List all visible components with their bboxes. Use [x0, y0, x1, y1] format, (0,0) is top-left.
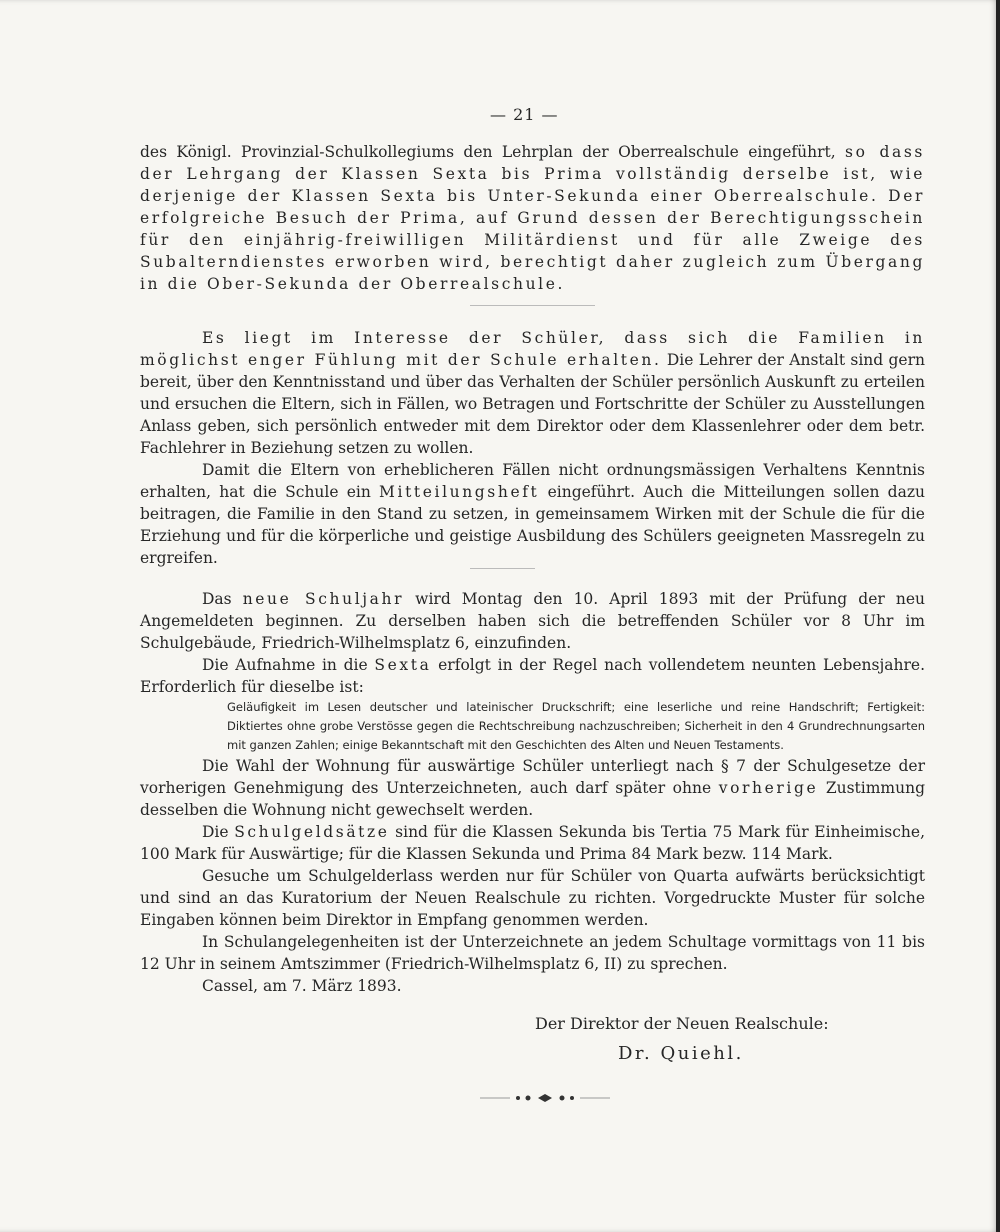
- page-number: — 21 —: [490, 105, 559, 124]
- paragraph-text: [140, 755, 925, 821]
- ornament-divider: [480, 1092, 610, 1104]
- spaced-text-run: Sexta: [374, 656, 432, 674]
- text-run: Die: [202, 823, 235, 841]
- text-run: eingeführt. Auch die Mitteilungen sollen dazu beitragen, die Familie in den Stand zu setzen, in gemeinsamem Wirken mit der Schule die für die Erziehung und für die körperliche und geistige Ausbildung des Schülers geeigneten Massregeln zu ergreifen.: [140, 483, 925, 567]
- text-run: Die Wahl der Wohnung für auswärtige Schüler unterliegt nach § 7 der Schulgesetze der vorherigen Genehmigung des Unterzeichneten, auch darf später ohne: [140, 757, 925, 797]
- paragraph-text: [140, 327, 925, 459]
- text-run: Damit die Eltern von erheblicheren Fällen nicht ordnungsmässigen Verhaltens Kenntnis erhalten, hat die Schule ein: [140, 461, 925, 501]
- text-run: Das: [202, 590, 243, 608]
- paragraph-text: [140, 141, 925, 295]
- section-divider: [470, 305, 595, 306]
- spaced-text-run: vorherige: [718, 779, 819, 797]
- paragraph-text: In Schulangelegenheiten ist der Unterzeichnete an jedem Schultage vormittags von 11 bis 12 Uhr in seinem Amtszimmer (Friedrich-Wilhelmsplatz 6, II) zu sprechen.: [140, 933, 925, 973]
- paragraph-curriculum: [140, 141, 925, 295]
- text-run: des Königl. Provinzial-Schulkollegiums den Lehrplan der Oberrealschule eingeführt,: [140, 143, 846, 161]
- section-divider: [470, 568, 535, 569]
- text-run: erfolgt in der Regel nach vollendetem neunten Lebensjahre. Erforderlich für dieselbe ist:: [140, 656, 926, 696]
- paragraph-text: [140, 654, 925, 698]
- spaced-text-run: so dass der Lehrgang der Klassen Sexta bis Prima vollständig derselbe ist, wie derjenige der Klassen Sexta bis Unter-Sekunda einer Oberrealschule. Der erfolgreiche Besuch der Prima, auf Grund dessen der Berechtigungsschein für den einjährig-freiwilligen Militärdienst und für alle Zweige des Subalterndienstes erworben wird, berechtigt daher zugleich zum Übergang in die Ober-Sekunda der Oberrealschule.: [140, 143, 925, 293]
- spaced-text-run: Es liegt im Interesse der Schüler, dass sich die Familien in möglichst enger Fühlung mit der Schule erhalten.: [140, 329, 925, 369]
- paragraph-text: Gesuche um Schulgelderlass werden nur für Schüler von Quarta aufwärts berücksichtigt und sind an das Kuratorium der Neuen Realschule zu richten. Vorgedruckte Muster für solche Eingaben können beim Direktor in Empfang genommen werden.: [140, 867, 925, 929]
- place-and-date: Cassel, am 7. März 1893.: [202, 977, 402, 995]
- signature-title: Der Direktor der Neuen Realschule:: [535, 1014, 829, 1033]
- text-run: wird Montag den 10. April 1893 mit der Prüfung der neu Angemeldeten beginnen. Zu derselben haben sich die betreffenden Schüler vor 8 Uhr im Schulgebäude, Friedrich-Wilhelmsplatz 6, einzufinden.: [140, 590, 925, 652]
- paragraph-text: [140, 459, 925, 569]
- spaced-text-run: neue Schuljahr: [242, 590, 405, 608]
- signature-name: Dr. Quiehl.: [618, 1043, 744, 1064]
- paragraph-school-year: [140, 588, 925, 997]
- text-run: sind für die Klassen Sekunda bis Tertia 75 Mark für Einheimische, 100 Mark für Auswärtige; für die Klassen Sekunda und Prima 84 Mark bezw. 114 Mark.: [140, 823, 925, 863]
- text-run: Zustimmung desselben die Wohnung nicht gewechselt werden.: [140, 779, 925, 819]
- text-run: Die Lehrer der Anstalt sind gern bereit, über den Kenntnisstand und über das Verhalten der Schüler persönlich Auskunft zu erteilen und ersuchen die Eltern, sich in Fällen, wo Betragen und Fortschritte der Schüler zu Ausstellungen Anlass geben, sich persönlich entweder mit dem Direktor oder dem Klassenlehrer oder dem betr. Fachlehrer in Beziehung setzen zu wollen.: [140, 351, 925, 457]
- spaced-text-run: Schulgeldsätze: [234, 823, 390, 841]
- paragraph-text: [140, 821, 925, 865]
- admission-requirements: Geläufigkeit im Lesen deutscher und lateinischer Druckschrift; eine leserliche und reine Handschrift; Fertigkeit: Diktiertes ohne grobe Verstösse gegen die Rechtschreibung nachzuschreiben; Sicherheit in den 4 Grundrechnungsarten mit ganzen Zahlen; einige Bekanntschaft mit den Geschichten des Alten und Neuen Testaments.: [227, 700, 925, 752]
- spaced-text-run: Mitteilungsheft: [379, 483, 540, 501]
- paragraph-parents: [140, 327, 925, 569]
- paragraph-text: [140, 588, 925, 654]
- text-run: Die Aufnahme in die: [202, 656, 375, 674]
